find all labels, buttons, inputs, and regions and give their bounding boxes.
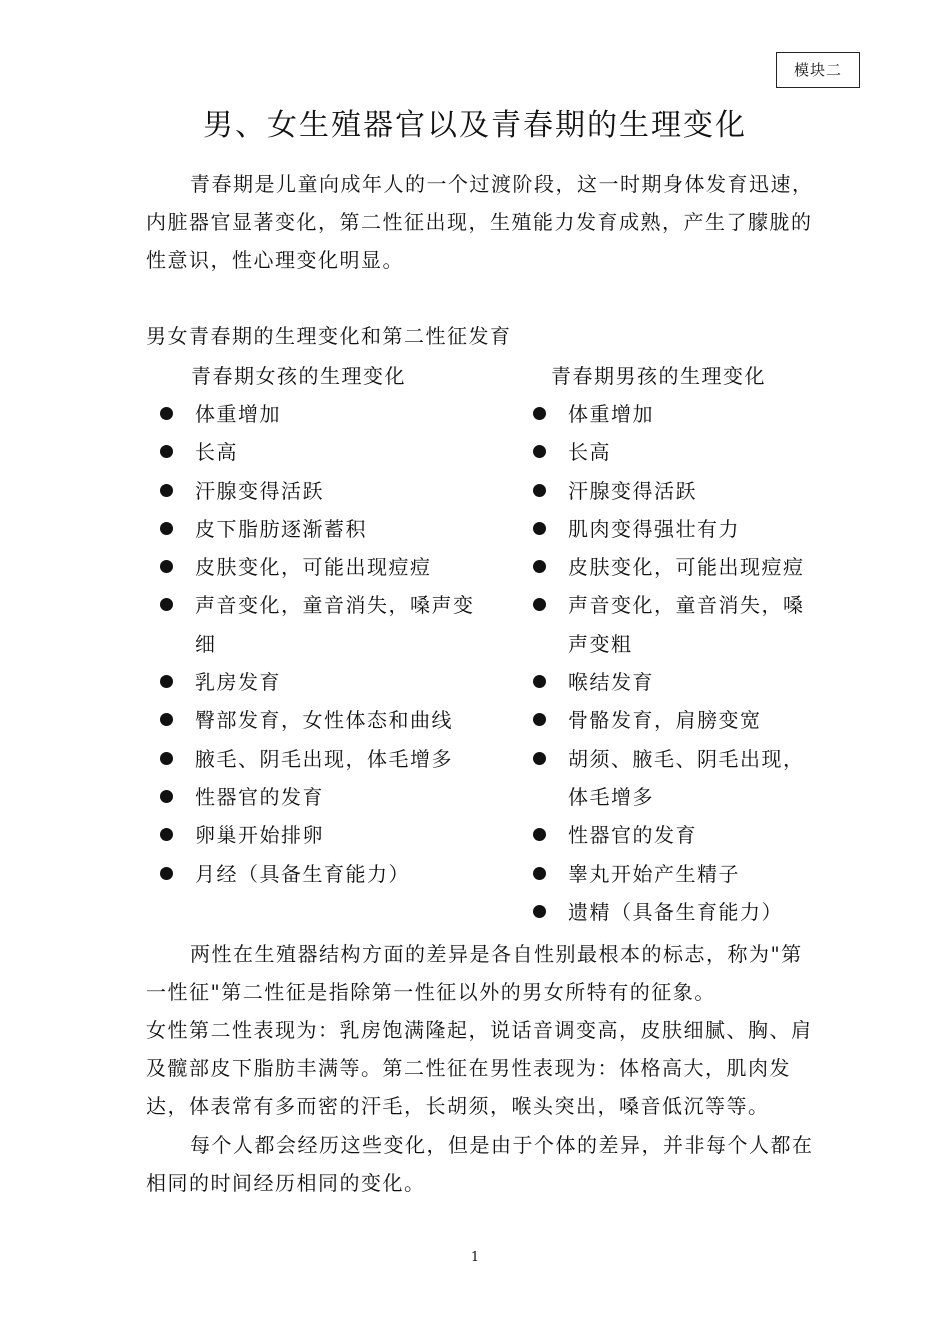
- girls-list-item-text: 卵巢开始排卵: [195, 823, 324, 848]
- girls-list-item-text: 体重增加: [195, 402, 281, 426]
- boys-list-item: [533, 855, 825, 893]
- bullet-icon: [160, 790, 173, 803]
- boys-list-item: [533, 816, 825, 854]
- boys-list-item: [533, 663, 825, 701]
- bullet-icon: [533, 522, 546, 535]
- girls-list-item: [160, 740, 490, 778]
- bullet-icon: [160, 407, 173, 420]
- girls-list-item-text: 长高: [195, 440, 238, 465]
- page-number: 1: [470, 1250, 480, 1265]
- closing-paragraph: 每个人都会经历这些变化，但是由于个体的差异，并非每个人都在相同的时间经历相同的变化。: [146, 1133, 814, 1195]
- bullet-icon: [160, 713, 173, 726]
- bullet-icon: [160, 484, 173, 497]
- bullet-icon: [160, 560, 173, 573]
- boys-list-item-text: 睾丸开始产生精子: [568, 861, 740, 886]
- girls-list-item: [160, 472, 490, 510]
- girls-change-list: [160, 395, 490, 893]
- girls-list-item-text: 皮肤变化，可能出现痘痘: [195, 555, 432, 580]
- girls-column-heading: 青春期女孩的生理变化: [191, 364, 406, 388]
- boys-list-item-text: 肌肉变得强壮有力: [568, 516, 740, 541]
- bullet-icon: [533, 713, 546, 726]
- boys-list-item-text: 胡须、腋毛、阴毛出现，体毛增多: [568, 746, 805, 809]
- boys-column-heading: 青春期男孩的生理变化: [551, 364, 766, 388]
- girls-list-item: [160, 816, 490, 854]
- bullet-icon: [533, 598, 546, 611]
- girls-list-item: [160, 548, 490, 586]
- girls-list-item: [160, 701, 490, 739]
- girls-list-item: [160, 586, 490, 663]
- bullet-icon: [160, 867, 173, 880]
- bullet-icon: [533, 484, 546, 497]
- bullet-icon: [160, 522, 173, 535]
- girls-list-item-text: 腋毛、阴毛出现，体毛增多: [195, 746, 453, 771]
- girls-list-item: [160, 663, 490, 701]
- girls-list-item-text: 月经（具备生育能力）: [195, 861, 410, 886]
- girls-list-item: [160, 778, 490, 816]
- bullet-icon: [160, 445, 173, 458]
- boys-list-item-text: 皮肤变化，可能出现痘痘: [568, 555, 805, 580]
- bullet-icon: [160, 598, 173, 611]
- boys-list-item: [533, 701, 825, 739]
- bullet-icon: [160, 675, 173, 688]
- boys-list-item: [533, 395, 825, 433]
- boys-list-item-text: 声音变化，童音消失，嗓声变粗: [568, 593, 805, 656]
- boys-list-item: [533, 433, 825, 471]
- bullet-icon: [533, 867, 546, 880]
- bullet-icon: [533, 560, 546, 573]
- girls-list-item: [160, 395, 490, 433]
- girls-list-item-text: 声音变化，童音消失，嗓声变细: [195, 593, 475, 656]
- page-title: 男、女生殖器官以及青春期的生理变化: [203, 108, 747, 143]
- bullet-icon: [160, 828, 173, 841]
- sex-characteristics-paragraph: 两性在生殖器结构方面的差异是各自性别最根本的标志，称为"第一性征"第二性征是指除第一性征以外的男女所特有的征象。: [146, 942, 803, 1004]
- boys-list-item-text: 遗精（具备生育能力）: [568, 899, 783, 924]
- female-male-characteristics-paragraph: 女性第二性表现为：乳房饱满隆起，说话音调变高，皮肤细腻、胸、肩及髋部皮下脂肪丰满等。第二性征在男性表现为：体格高大，肌肉发达，体表常有多而密的汗毛，长胡须，喉头突出，嗓音低沉等等。: [146, 1018, 813, 1118]
- boys-list-item: [533, 740, 825, 817]
- boys-list-item: [533, 510, 825, 548]
- girls-list-item-text: 性器官的发育: [195, 784, 324, 809]
- section-heading: 男女青春期的生理变化和第二性征发育: [146, 324, 512, 348]
- girls-list-item: [160, 433, 490, 471]
- boys-change-list: [533, 395, 825, 931]
- girls-list-item-text: 臀部发育，女性体态和曲线: [195, 708, 453, 733]
- bullet-icon: [533, 407, 546, 420]
- bullet-icon: [533, 752, 546, 765]
- girls-list-item-text: 皮下脂肪逐渐蓄积: [195, 516, 367, 541]
- girls-list-item: [160, 510, 490, 548]
- boys-list-item-text: 性器官的发育: [568, 823, 697, 848]
- girls-list-item: [160, 855, 490, 893]
- bullet-icon: [160, 752, 173, 765]
- girls-list-item-text: 乳房发育: [195, 670, 281, 695]
- girls-list-item-text: 汗腺变得活跃: [195, 478, 324, 503]
- bullet-icon: [533, 828, 546, 841]
- bullet-icon: [533, 445, 546, 458]
- boys-list-item: [533, 586, 825, 663]
- bullet-icon: [533, 675, 546, 688]
- boys-list-item-text: 骨骼发育，肩膀变宽: [568, 708, 762, 733]
- boys-list-item-text: 体重增加: [568, 402, 654, 426]
- boys-list-item-text: 汗腺变得活跃: [568, 478, 697, 503]
- module-label: 模块二: [776, 52, 860, 88]
- boys-list-item: [533, 893, 825, 931]
- boys-list-item-text: 喉结发育: [568, 670, 654, 695]
- boys-list-item-text: 长高: [568, 440, 611, 465]
- boys-list-item: [533, 548, 825, 586]
- bullet-icon: [533, 905, 546, 918]
- boys-list-item: [533, 472, 825, 510]
- intro-paragraph: 青春期是儿童向成年人的一个过渡阶段，这一时期身体发育迅速，内脏器官显著变化，第二性征出现，生殖能力发育成熟，产生了朦胧的性意识，性心理变化明显。: [146, 172, 814, 272]
